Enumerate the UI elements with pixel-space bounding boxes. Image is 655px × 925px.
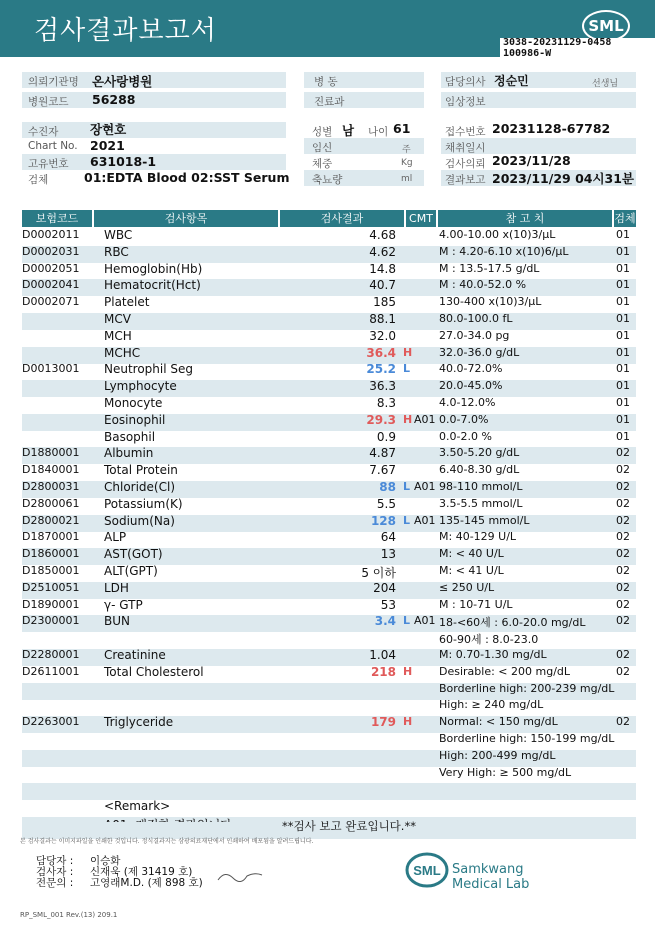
cell-result: 7.67 [369,463,396,478]
request-date: 2023/11/28 [492,153,571,168]
dept-label: 진료과 [314,96,345,108]
cell-result: 64 [380,530,396,545]
th-item: 검사항목 [94,210,278,227]
cell-result: 0.9 [376,429,396,444]
cell-result: 36.4 [366,345,396,360]
cell-spec: 01 [616,396,630,409]
cell-result: 40.7 [369,278,396,293]
cell-name: BUN [104,614,130,629]
cell-code: D2800061 [22,496,80,510]
cell-result: 4.87 [369,446,396,461]
weight-label: 체중 [312,158,333,170]
cell-flag: H [403,345,413,359]
cell-spec: 01 [616,328,630,342]
cell-name: Triglyceride [104,715,174,730]
cell-name: MCV [104,312,131,326]
cell-spec: 02 [616,597,630,611]
cell-spec: 02 [616,496,630,510]
cell-code: D2300001 [22,614,80,628]
cell-ref: 20.0-45.0% [439,379,503,393]
cell-ref: 32.0-36.0 g/dL [439,345,520,359]
age-label: 나이 [368,126,389,138]
cell-ref: M : 13.5-17.5 g/dL [439,261,540,275]
band [22,122,286,138]
staff-3: 고영래M.D. (제 898 호) [90,877,203,889]
cell-result: 5.5 [376,496,396,511]
staff-label-2: 검사자 : [36,866,74,878]
cell-code: D0013001 [22,362,80,376]
cell-spec: 01 [616,312,630,325]
cell-result: 1.04 [369,648,396,662]
cell-spec: 01 [616,362,630,376]
cell-ref: M : 4.20-6.10 x(10)6/μL [439,244,569,258]
cell-ref: 0.0-2.0 % [439,429,492,443]
cell-spec: 01 [616,429,630,443]
ward-label: 병 동 [314,76,338,88]
cell-ref: M: 40-129 U/L [439,530,517,544]
cell-ref: Normal: < 150 mg/dL [439,715,558,729]
cell-ref: 40.0-72.0% [439,362,503,376]
urine-unit: ml [401,174,413,184]
cell-flag: L [403,614,411,628]
cell-spec: 02 [616,715,630,729]
cell-ref: 135-145 mmol/L [439,513,530,527]
cell-spec: 01 [616,228,630,241]
cell-spec: 02 [616,530,630,544]
cell-name: Eosinophil [104,412,166,427]
th-code: 보험코드 [22,210,92,227]
cell-name: <Remark> [104,799,171,814]
cell-ref: 80.0-100.0 fL [439,312,513,325]
cell-name: MCH [104,328,132,343]
cell-spec: 02 [616,446,630,460]
th-result: 검사결과 [280,210,404,227]
cell-ref: M : 40.0-52.0 % [439,278,527,292]
weight-unit: Kg [401,158,413,168]
cell-result: 36.3 [369,379,396,394]
cell-ref: 0.0-7.0% [439,412,489,426]
cell-flag: H [403,664,413,678]
cell-flag: H [403,412,413,426]
cell-ref: M: 0.70-1.30 mg/dL [439,648,547,661]
cell-name: Hemoglobin(Hb) [104,261,203,276]
cell-code: D0002031 [22,244,80,258]
cell-ref: Very High: ≥ 500 mg/dL [439,765,572,779]
cell-ref: 4.00-10.00 x(10)3/μL [439,228,556,241]
cell-flag: L [403,480,411,493]
cell-spec: 02 [616,580,630,594]
cell-result: 3.4 [374,614,396,629]
cell-cmt: A01 [414,614,436,628]
cell-code: D2263001 [22,715,80,729]
company-line1: Samkwang [452,862,524,877]
cell-spec: 01 [616,244,630,258]
cell-spec: 02 [616,463,630,477]
cell-cmt: A01 [414,513,436,527]
cell-name: Total Cholesterol [104,664,204,679]
cell-ref: 98-110 mmol/L [439,480,523,493]
hospital-code-value: 56288 [92,92,136,107]
cell-result: 5 이하 [361,566,396,580]
cell-ref: High: ≥ 240 mg/dL [439,698,544,712]
cell-code: D1860001 [22,547,80,561]
cell-name: Neutrophil Seg [104,362,194,377]
age-value: 61 [393,121,411,136]
cell-cmt: A01 [414,480,436,493]
cell-code: D1890001 [22,597,80,611]
cell-result: 25.2 [366,362,396,377]
cell-result: 204 [373,580,396,595]
cell-spec: 02 [616,648,630,661]
cell-name: Sodium(Na) [104,513,175,528]
cell-code: D2280001 [22,648,80,661]
cell-name: Albumin [104,446,154,461]
cell-ref: 130-400 x(10)3/μL [439,295,542,309]
uid-value: 631018-1 [90,154,157,169]
cell-spec: 02 [616,547,630,561]
cell-name: Platelet [104,295,150,310]
cell-name: ALP [104,530,127,545]
urine-label: 축뇨량 [312,174,343,186]
cell-name: WBC [104,228,133,242]
cell-result: 179 [370,715,396,730]
cell-result: 88.1 [369,312,396,326]
cell-name: LDH [104,580,129,595]
name-value: 장현호 [90,122,127,137]
cell-spec: 01 [616,261,630,275]
cell-ref: 18-<60세 : 6.0-20.0 mg/dL [439,616,586,630]
uid-label: 고유번호 [28,158,69,170]
cell-spec: 01 [616,345,630,359]
cell-spec: 01 [616,295,630,309]
sex-value: 남 [342,123,355,138]
cell-ref: 60-90세 : 8.0-23.0 [439,633,539,647]
cell-result: 185 [373,295,396,310]
cell-ref: M : 10-71 U/L [439,597,513,611]
row-band [22,783,636,800]
cell-spec: 01 [616,412,630,426]
report-label: 결과보고 [445,174,486,186]
cell-ref: 27.0-34.0 pg [439,328,510,342]
footer-logo-text: SML [413,863,441,878]
cell-name: RBC [104,244,129,259]
clinical-label: 임상정보 [445,96,486,108]
cell-ref: 3.50-5.20 g/dL [439,446,520,460]
cell-ref: High: 200-499 mg/dL [439,748,556,762]
cell-name: ALT(GPT) [104,564,158,578]
staff-label-3: 전문의 : [36,877,74,889]
preg-label: 임신 [312,142,333,154]
cell-code: D0002051 [22,261,80,275]
request-label: 검사의뢰 [445,158,486,170]
cell-name: Creatinine [104,648,166,662]
sml-logo-icon: SML [582,10,630,42]
signature-icon [215,866,265,886]
staff-2: 신재욱 (제 31419 호) [90,866,193,878]
institution-label: 의뢰기관명 [28,76,79,88]
cell-result: 4.68 [369,228,396,242]
cell-code: D2800021 [22,513,80,527]
cell-code: D2611001 [22,664,80,678]
cell-code: D1870001 [22,530,80,544]
cell-name: Potassium(K) [104,496,183,511]
cell-result: 53 [380,597,396,612]
sex-label: 성별 [312,126,333,138]
cell-code: D0002041 [22,278,80,292]
cell-code: D0002071 [22,295,80,309]
staff-1: 이승화 [90,855,121,867]
page-title: 검사결과보고서 [34,16,217,46]
cell-spec: 02 [616,513,630,527]
cell-spec: 02 [616,564,630,577]
cell-result: 4.62 [369,244,396,259]
cell-result: 13 [380,547,396,562]
cell-name: Hematocrit(Hct) [104,278,201,293]
company-line2: Medical Lab [452,877,530,892]
cell-ref: Borderline high: 200-239 mg/dL [439,681,615,695]
specimen-value: 01:EDTA Blood 02:SST Serum [84,170,290,185]
cell-name: Chloride(Cl) [104,480,176,494]
cell-ref: 4.0-12.0% [439,396,496,409]
report-code-line1: 3038-20231129-0458 [503,37,612,48]
staff-label-1: 담당자 : [36,855,74,867]
completion-text: **검사 보고 완료입니다.** [282,819,416,833]
cell-spec: 02 [616,664,630,678]
cell-name: MCHC [104,345,141,360]
cell-name: AST(GOT) [104,547,163,562]
cell-result: 32.0 [369,328,396,343]
name-label: 수진자 [28,126,59,138]
cell-flag: L [403,362,411,376]
cell-name: Basophil [104,429,156,444]
cell-code: D0002011 [22,228,80,241]
cell-spec: 02 [616,480,630,493]
cell-result: 218 [370,664,396,679]
fine-print: 본 검사결과는 이미지파일을 인쇄한 것입니다. 정식결과지는 삼광의료재단에서 인쇄하여 배포됨을 알려드립니다. [20,838,314,845]
cell-result: 14.8 [369,261,396,276]
report-date: 2023/11/29 04시31분 [492,171,635,186]
cell-code: D1880001 [22,446,80,460]
cell-ref: 6.40-8.30 g/dL [439,463,520,477]
cell-ref: Desirable: < 200 mg/dL [439,664,571,678]
doctor-value: 정순민 [494,74,529,88]
cell-ref: 3.5-5.5 mmol/L [439,496,523,510]
cell-ref: Borderline high: 150-199 mg/dL [439,732,615,745]
cell-spec: 01 [616,278,630,292]
cell-code: D2510051 [22,580,80,594]
th-spec: 검체 [614,212,636,225]
specimen-label: 검체 [28,174,49,186]
hospital-code-label: 병원코드 [28,96,69,108]
sml-footer-logo-icon [405,852,449,888]
cell-spec: 01 [616,379,630,393]
report-code-line2: 100986-W [503,48,552,59]
cell-ref: M: < 41 U/L [439,564,504,577]
doctor-suffix: 선생님 [592,79,619,89]
form-code: RP_SML_001 Rev.(13) 209.1 [20,911,118,919]
cell-ref: M: < 40 U/L [439,547,504,561]
chart-value: 2021 [90,138,125,153]
preg-unit: 주 [402,145,411,155]
cell-code: D2800031 [22,480,80,493]
cell-name: Monocyte [104,396,163,410]
th-ref: 참 고 치 [438,210,612,227]
cell-name: Total Protein [104,463,178,478]
cell-code: D1850001 [22,564,80,577]
collect-label: 채취일시 [445,142,486,154]
th-cmt: CMT [406,210,436,227]
cell-flag: L [403,513,411,527]
cell-name: Lymphocyte [104,379,177,394]
receipt-value: 20231128-67782 [492,121,611,136]
cell-result: 8.3 [376,396,396,410]
chart-label: Chart No. [28,140,78,152]
receipt-label: 접수번호 [445,126,486,138]
doctor-label: 담당의사 [445,76,486,88]
cell-name: γ- GTP [104,597,143,612]
cell-result: 29.3 [366,412,396,427]
cell-result: 88 [379,480,396,494]
cell-result: 128 [370,513,396,528]
cell-spec: 02 [616,614,630,628]
cell-ref: ≤ 250 U/L [439,580,495,594]
cell-code: D1840001 [22,463,80,477]
cell-flag: H [403,715,413,729]
cell-cmt: A01 [414,412,436,426]
institution-value: 온사랑병원 [92,74,153,89]
